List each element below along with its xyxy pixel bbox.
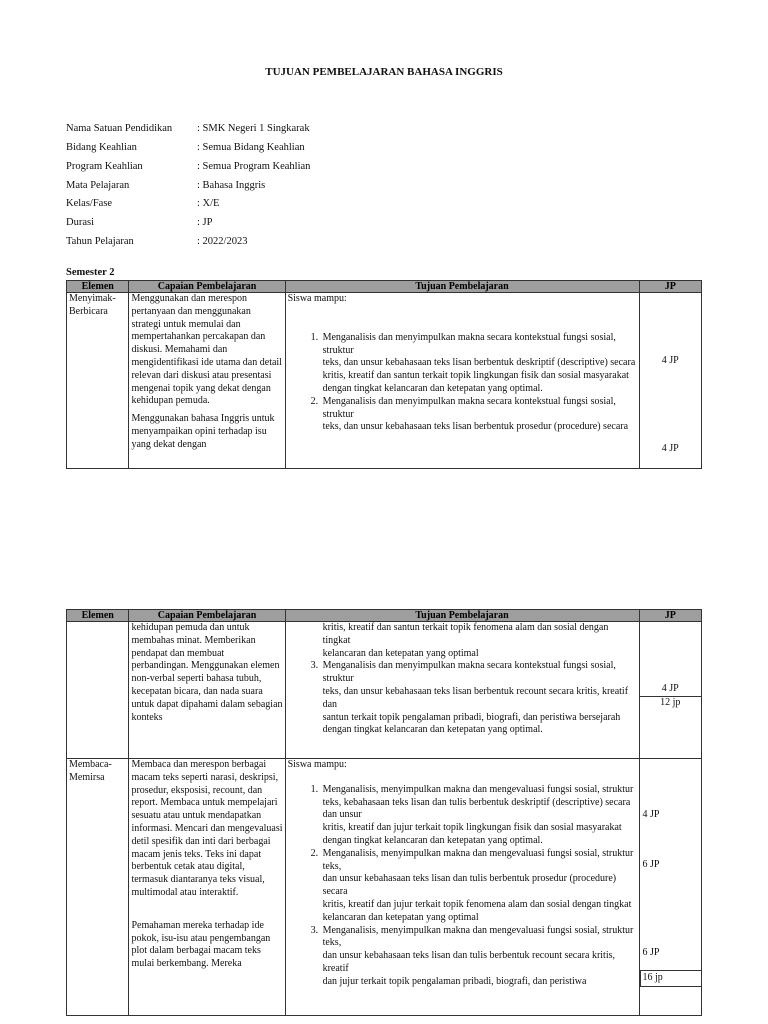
tujuan-text: dan jujur terkait topik pengalaman pribadi, biografi, dan peristiwa <box>322 975 587 987</box>
info-row-class <box>66 197 219 211</box>
tujuan-cell <box>285 759 639 1016</box>
info-label: Tahun Pelajaran <box>66 236 134 247</box>
info-label: Nama Satuan Pendidikan <box>66 123 173 134</box>
header-capaian: Capaian Pembelajaran <box>129 281 285 293</box>
info-row-duration <box>66 216 212 230</box>
list-item <box>321 848 637 925</box>
info-label: Durasi <box>66 217 94 228</box>
siswa-mampu: Siswa mampu: <box>287 293 347 304</box>
jp-value: 4 JP <box>661 443 679 454</box>
info-label: Mata Pelajaran <box>66 180 130 191</box>
info-label: Program Keahlian <box>66 161 143 172</box>
info-value: : JP <box>197 217 213 228</box>
elemen-cell <box>67 622 129 759</box>
learning-table-2 <box>66 609 702 1016</box>
header-elemen: Elemen <box>67 610 129 622</box>
list-item <box>321 660 637 737</box>
elemen-cell: Menyimak-Berbicara <box>67 293 129 469</box>
tujuan-text: Menganalisis dan menyimpulkan makna secara kontekstual fungsi sosial, struktur <box>322 395 616 420</box>
tujuan-text: kritis, kreatif dan santun terkait topik lingkungan fisik dan sosial masyarakat <box>322 370 629 382</box>
jp-cell <box>639 293 701 469</box>
header-tujuan: Tujuan Pembelajaran <box>285 281 639 293</box>
tujuan-text: dengan tingkat kelancaran dan ketepatan yang optimal. <box>322 382 543 394</box>
table-row <box>67 293 702 469</box>
tujuan-text: kritis, kreatif dan jujur terkait topik fenomena alam dan sosial dengan tingkat <box>322 898 632 910</box>
info-value: : Bahasa Inggris <box>197 180 266 191</box>
tujuan-cell <box>285 622 639 759</box>
info-row-subject <box>66 179 265 193</box>
siswa-mampu: Siswa mampu: <box>287 759 347 770</box>
info-value: : SMK Negeri 1 Singkarak <box>197 123 310 134</box>
tujuan-text: dan unsur kebahasaan teks lisan dan tulis berbentuk recount secara kritis, kreatif <box>322 950 616 974</box>
table-header-row <box>67 281 702 293</box>
info-row-program <box>66 160 310 174</box>
tujuan-text: Menganalisis dan menyimpulkan makna secara kontekstual fungsi sosial, struktur <box>322 331 616 356</box>
tujuan-text: Menganalisis, menyimpulkan makna dan mengevaluasi fungsi sosial, struktur teks, <box>322 847 634 872</box>
document-title: TUJUAN PEMBELAJARAN BAHASA INGGRIS <box>265 66 503 78</box>
tujuan-list <box>288 332 637 434</box>
tujuan-text: dengan tingkat kelancaran dan ketepatan yang optimal. <box>322 724 543 736</box>
jp-cell <box>639 759 701 1016</box>
list-item <box>321 396 637 434</box>
capaian-paragraph: Membaca dan merespon berbagai macam teks seperti narasi, deskripsi, prosedur, eksposisi, recount, dan report. Membaca untuk mempelajari sesuatu atau untuk mendapatkan informasi. Mencari dan mengevaluasi detil spesifik dan inti dari berbagai macam jenis teks. Teks ini dapat berbentuk cetak atau digital, termasuk diantaranya teks visual, multimodal atau interaktif. <box>131 759 283 898</box>
list-item <box>321 784 637 848</box>
tujuan-cell <box>285 293 639 469</box>
capaian-paragraph: Pemahaman mereka terhadap ide pokok, isu-isu atau pengembangan plot dalam berbagai macam teks mulai berkembang. Mereka <box>131 919 271 970</box>
tujuan-text: kritis, kreatif dan jujur terkait topik lingkungan fisik dan sosial masyarakat dengan tingkat kelancaran dan ketepatan yang optimal. <box>322 822 622 846</box>
info-row-year <box>66 235 247 249</box>
tujuan-list <box>288 784 637 989</box>
tujuan-text: Menganalisis, menyimpulkan makna dan mengevaluasi fungsi sosial, struktur teks, kebahasaan teks lisan dan tulis berbentuk deskriptif (descriptive) secara <box>322 783 634 808</box>
tujuan-text: teks, dan unsur kebahasaan teks lisan berbentuk recount secara kritis, kreatif dan <box>322 685 629 710</box>
tujuan-text: kelancaran dan ketepatan yang optimal <box>322 911 479 923</box>
tujuan-text: kelancaran dan ketepatan yang optimal <box>322 647 479 659</box>
tujuan-text: Menganalisis, menyimpulkan makna dan mengevaluasi fungsi sosial, struktur teks, <box>322 924 634 949</box>
info-value: : 2022/2023 <box>197 236 248 247</box>
tujuan-text: teks, dan unsur kebahasaan teks lisan berbentuk deskriptif (descriptive) secara <box>322 357 636 369</box>
info-value: : X/E <box>197 198 220 209</box>
capaian-cell <box>129 622 285 759</box>
elemen-cell: Membaca-Memirsa <box>67 759 129 1016</box>
jp-value: 4 JP <box>642 809 660 820</box>
tujuan-text: teks, dan unsur kebahasaan teks lisan berbentuk prosedur (procedure) secara <box>322 421 629 433</box>
capaian-paragraph: Menggunakan dan merespon pertanyaan dan menggunakan strategi untuk memulai dan mempertahankan percakapan dan diskusi. Memahami dan mengidentifikasi ide utama dan detail relevan dari diskusi atau presentasi mengenai topik yang dekat dengan kehidupan pemuda. <box>131 293 282 407</box>
jp-total: 12 jp <box>660 697 681 708</box>
info-label: Bidang Keahlian <box>66 142 137 153</box>
jp-value: 4 JP <box>661 683 679 694</box>
jp-cell <box>639 622 701 759</box>
tujuan-text: kritis, kreatif dan santun terkait topik fenomena alam dan sosial dengan tingkat <box>322 622 609 646</box>
header-jp: JP <box>639 281 701 293</box>
header-jp: JP <box>639 610 701 622</box>
learning-table-1 <box>66 280 702 469</box>
jp-value: 6 JP <box>642 947 660 958</box>
info-value: : Semua Program Keahlian <box>197 161 311 172</box>
tujuan-text: santun terkait topik pengalaman pribadi, biografi, dan peristiwa bersejarah <box>322 711 621 723</box>
capaian-paragraph: kehidupan pemuda dan untuk membahas minat. Memberikan pendapat dan membuat perbandingan. Menggunakan elemen non-verbal seperti bahasa tubuh, kecepatan bicara, dan nada suara untuk dapat dipahami dalam sebagian konteks <box>131 622 283 723</box>
header-tujuan: Tujuan Pembelajaran <box>285 610 639 622</box>
info-row-field <box>66 141 305 155</box>
capaian-cell <box>129 293 285 469</box>
list-item <box>321 332 637 396</box>
jp-total: 16 jp <box>642 972 663 983</box>
header-capaian: Capaian Pembelajaran <box>129 610 285 622</box>
capaian-cell <box>129 759 285 1016</box>
tujuan-text: dan unsur <box>322 809 362 821</box>
jp-value: 4 JP <box>661 355 679 366</box>
table-header-row <box>67 610 702 622</box>
semester-heading: Semester 2 <box>66 267 115 278</box>
tujuan-text: dan unsur kebahasaan teks lisan dan tulis berbentuk prosedur (procedure) secara <box>322 873 617 898</box>
list-item <box>321 925 637 989</box>
info-value: : Semua Bidang Keahlian <box>197 142 305 153</box>
tujuan-list <box>288 660 637 737</box>
capaian-paragraph: Menggunakan bahasa Inggris untuk menyampaikan opini terhadap isu yang dekat dengan <box>131 413 275 450</box>
info-row-school <box>66 122 310 136</box>
header-elemen: Elemen <box>67 281 129 293</box>
table-row <box>67 759 702 1016</box>
tujuan-text: Menganalisis dan menyimpulkan makna secara kontekstual fungsi sosial, struktur <box>322 660 616 685</box>
table-row <box>67 622 702 759</box>
jp-value: 6 JP <box>642 859 660 870</box>
info-label: Kelas/Fase <box>66 198 113 209</box>
